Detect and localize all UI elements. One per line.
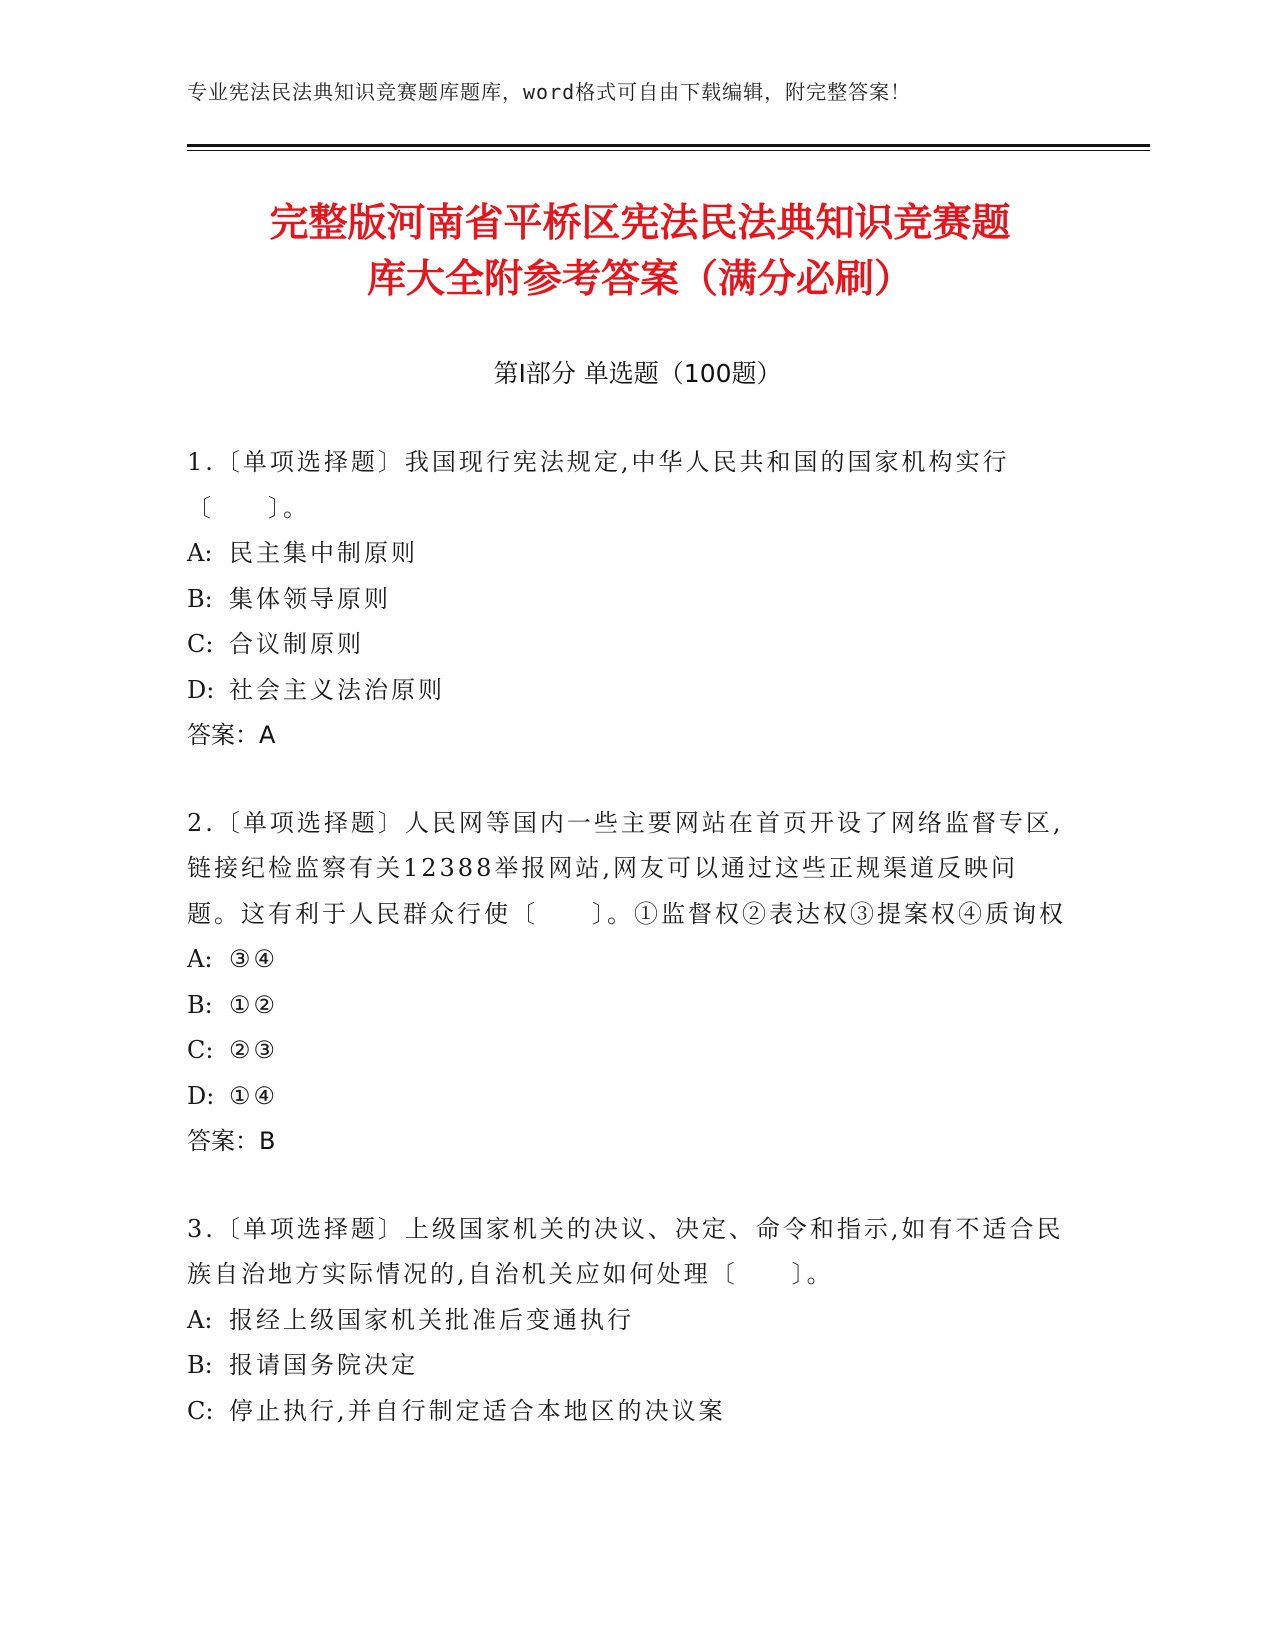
document-title-line-2: 库大全附参考答案（满分必刷） bbox=[366, 257, 913, 302]
question-list bbox=[187, 440, 1067, 1476]
question-stem: 1.〔单项选择题〕我国现行宪法规定,中华人民共和国的国家机构实行〔 〕。 bbox=[187, 448, 1010, 522]
option-text: 停止执行,并自行制定适合本地区的决议案 bbox=[229, 1396, 726, 1425]
option-d bbox=[187, 1074, 1067, 1120]
question-2 bbox=[187, 801, 1067, 1165]
option-text: 报请国务院决定 bbox=[229, 1351, 418, 1379]
option-a bbox=[187, 937, 1067, 983]
question-3 bbox=[187, 1207, 1067, 1435]
option-key: B: bbox=[187, 1351, 213, 1379]
option-key: A: bbox=[187, 539, 213, 567]
question-stem: 2.〔单项选择题〕人民网等国内一些主要网站在首页开设了网络监督专区,链接纪检监察有关12388举报网站,网友可以通过这些正规渠道反映问题。这有利于人民群众行使〔 〕。①监督权②表达权③提案权④质询权 bbox=[187, 808, 1066, 928]
document-title-line-1: 完整版河南省平桥区宪法民法典知识竞赛题 bbox=[269, 201, 1011, 246]
option-key: B: bbox=[187, 584, 213, 613]
option-text: ①② bbox=[229, 990, 279, 1019]
document-title bbox=[170, 196, 1110, 308]
option-text: 社会主义法治原则 bbox=[229, 675, 445, 704]
question-1 bbox=[187, 440, 1067, 759]
option-text: ③④ bbox=[229, 945, 279, 973]
option-key: C: bbox=[187, 1036, 214, 1064]
answer-line: 答案：A bbox=[187, 721, 276, 749]
option-key: C: bbox=[187, 630, 214, 658]
header-rule-thin bbox=[187, 150, 1150, 151]
option-key: C: bbox=[187, 1396, 214, 1425]
option-text: 报经上级国家机关批准后变通执行 bbox=[229, 1305, 634, 1334]
option-text: 民主集中制原则 bbox=[229, 539, 418, 567]
option-key: D: bbox=[187, 675, 215, 704]
section-title: 第Ⅰ部分 单选题（100题） bbox=[493, 359, 782, 388]
answer-line: 答案：B bbox=[187, 1127, 276, 1155]
option-key: A: bbox=[187, 945, 213, 973]
option-b bbox=[187, 983, 1067, 1029]
option-text: 集体领导原则 bbox=[229, 584, 391, 613]
option-c bbox=[187, 1028, 1067, 1074]
option-text: 合议制原则 bbox=[229, 630, 364, 658]
option-c bbox=[187, 1389, 1067, 1435]
option-text: ②③ bbox=[229, 1036, 279, 1064]
option-b bbox=[187, 1343, 1067, 1389]
option-c bbox=[187, 622, 1067, 668]
header-note: 专业宪法民法典知识竞赛题库题库，word格式可自由下载编辑，附完整答案！ bbox=[187, 80, 912, 104]
header-rule-thick bbox=[187, 144, 1150, 147]
option-key: A: bbox=[187, 1305, 213, 1334]
option-a bbox=[187, 1298, 1067, 1344]
option-text: ①④ bbox=[229, 1081, 279, 1110]
question-stem: 3.〔单项选择题〕上级国家机关的决议、决定、命令和指示,如有不适合民族自治地方实际情况的,自治机关应如何处理〔 〕。 bbox=[187, 1214, 1064, 1288]
option-d bbox=[187, 668, 1067, 714]
option-key: D: bbox=[187, 1081, 215, 1110]
option-b bbox=[187, 577, 1067, 623]
option-key: B: bbox=[187, 990, 213, 1019]
option-a bbox=[187, 531, 1067, 577]
